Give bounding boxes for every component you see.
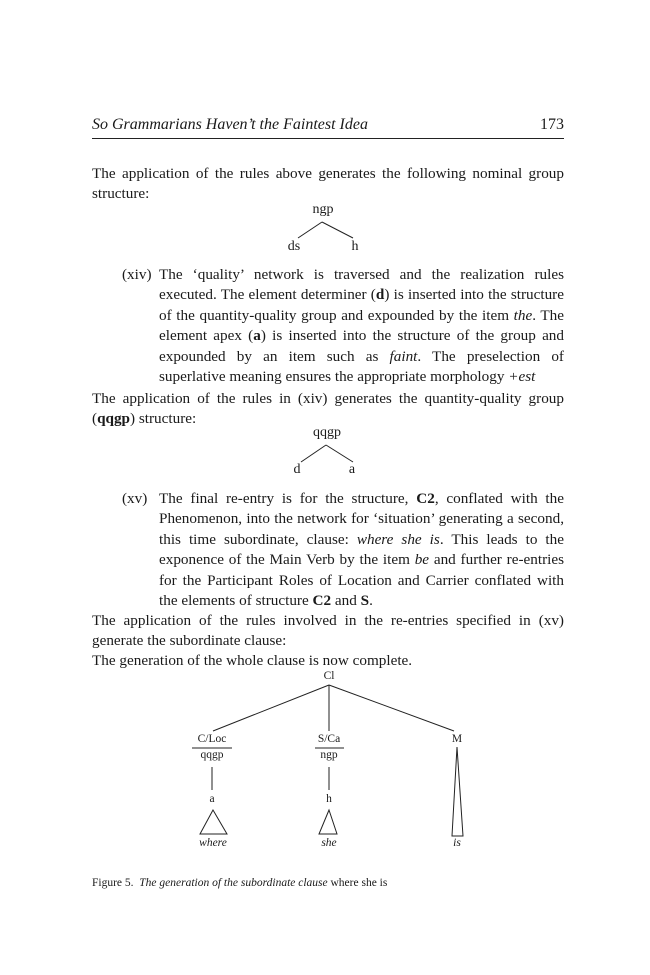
- bold-term: qqgp: [97, 410, 130, 428]
- italic-term: +est: [508, 368, 536, 386]
- text: . The element apex (: [159, 306, 565, 345]
- text: and: [331, 592, 361, 610]
- text: . This leads to the exponence of the Main Verb by the item: [159, 530, 564, 569]
- node-ngp: ngp: [312, 202, 334, 217]
- word-where: where: [199, 837, 227, 849]
- node-cloc: C/Loc: [197, 733, 227, 745]
- node-qqgp: qqgp: [313, 425, 341, 440]
- node-h: h: [351, 239, 359, 254]
- text: The ‘quality’ network is traversed and the realization rules executed. The element determiner (: [159, 266, 564, 304]
- bold-term: S: [360, 592, 370, 610]
- item-number: (xv): [122, 490, 148, 507]
- caption-label: Figure 5.: [92, 877, 134, 889]
- node-qqgp: qqgp: [200, 749, 224, 761]
- text: ) is inserted into the structure of the group and expounded by an item such as: [159, 327, 564, 365]
- text: The application of the rules in (xiv) generates the quantity-quality group (: [92, 390, 564, 428]
- node-d: d: [293, 462, 301, 477]
- page-number: 173: [540, 116, 564, 133]
- italic-term: where she is: [356, 530, 440, 548]
- italic-term: the: [513, 306, 533, 324]
- node-a: a: [209, 793, 215, 805]
- node-h: h: [326, 793, 332, 805]
- paragraph-1: The application of the rules above generates the following nominal group structure:: [92, 165, 564, 203]
- branch-line-cloc: [213, 685, 329, 731]
- branch-line-m: [329, 685, 454, 731]
- bold-term: a: [253, 327, 261, 345]
- text: . The preselection of superlative meaning ensures the appropriate morphology: [159, 347, 564, 386]
- triangle-is: [452, 747, 463, 836]
- text: ) is inserted into the structure of the quantity-quality group and expounded by the item: [159, 286, 564, 324]
- italic-term: faint: [389, 347, 418, 365]
- text: ) structure:: [130, 410, 197, 428]
- figure-caption: [92, 877, 387, 889]
- triangle-she: [319, 810, 337, 834]
- italic-term: be: [414, 551, 430, 569]
- node-ngp: ngp: [320, 749, 338, 761]
- text: .: [369, 592, 373, 610]
- bold-term: d: [375, 286, 385, 304]
- text: and further re-entries for the Participant Roles of Location and Carrier conflated with the elements of structure: [159, 551, 564, 610]
- bold-term: C2: [416, 490, 435, 507]
- caption-plain: where she is: [330, 877, 388, 889]
- node-m: M: [451, 733, 463, 745]
- triangle-where: [200, 810, 227, 834]
- paragraph-4: The generation of the whole clause is now complete.: [92, 652, 413, 669]
- node-cl: Cl: [323, 670, 335, 682]
- item-number: (xiv): [122, 266, 152, 283]
- caption-italic: The generation of the subordinate clause: [139, 877, 328, 889]
- node-ds: ds: [287, 239, 301, 254]
- node-sca: S/Ca: [317, 733, 341, 745]
- bold-term: C2: [312, 592, 332, 610]
- word-is: is: [453, 837, 461, 849]
- running-title: So Grammarians Haven’t the Faintest Idea: [92, 116, 368, 133]
- text: , conflated with the Phenomenon, into the network for ‘situation’ generating a second, this time subordinate, clause:: [159, 490, 564, 548]
- word-she: she: [321, 837, 337, 849]
- text: The final re-entry is for the structure,: [159, 490, 417, 507]
- paragraph-3: The application of the rules involved in the re-entries specified in (xv) generate the subordinate clause:: [92, 612, 564, 650]
- node-a: a: [348, 462, 356, 477]
